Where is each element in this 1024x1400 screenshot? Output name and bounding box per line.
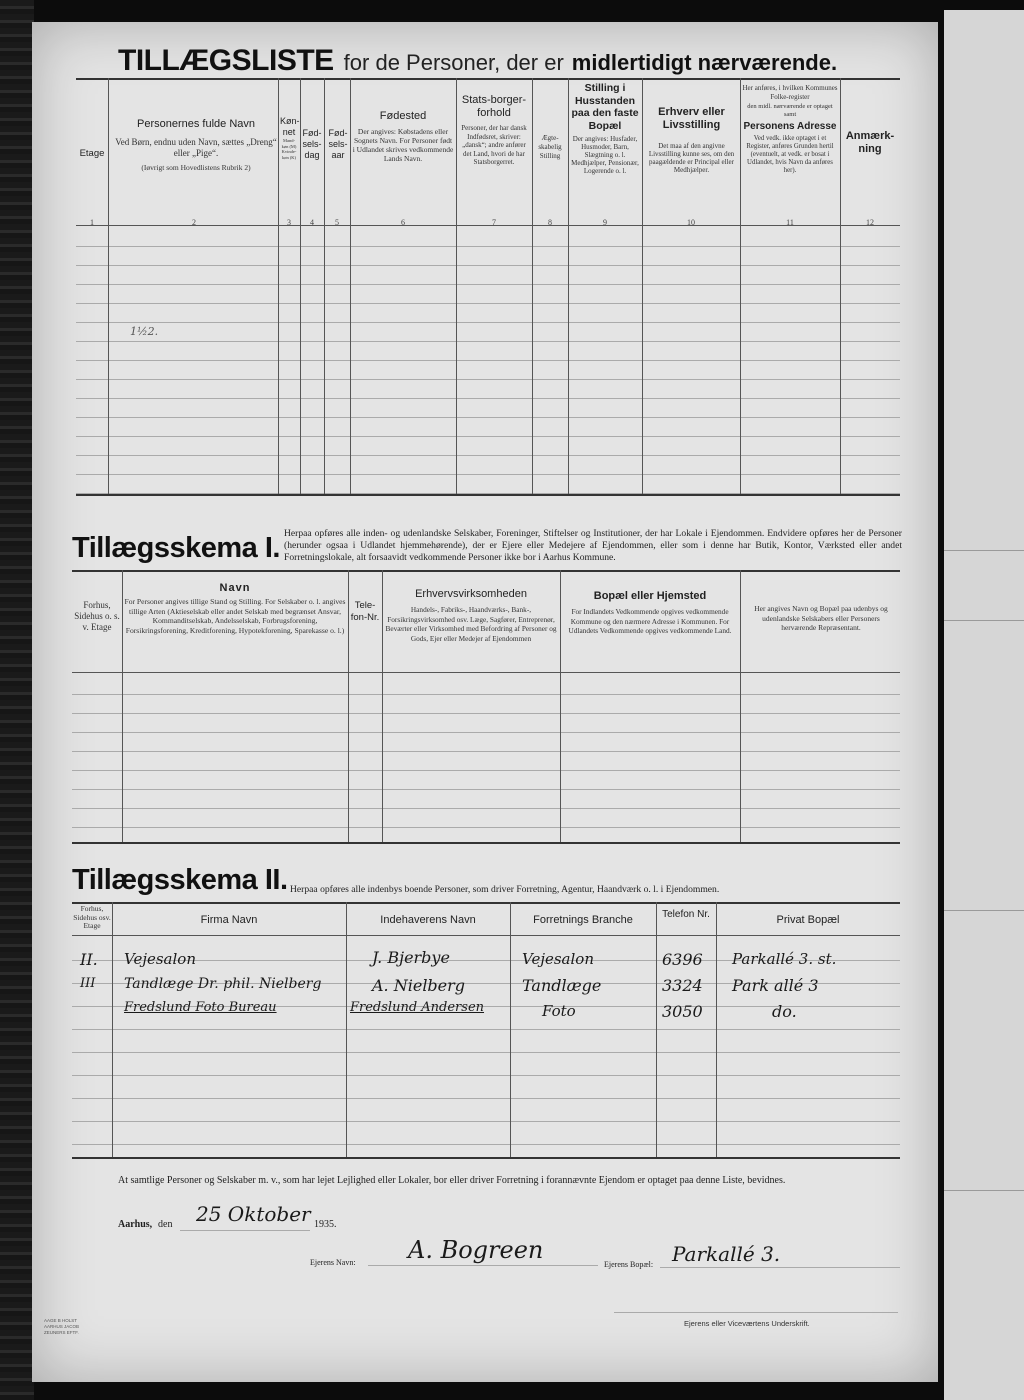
pencil-scribble: 1½2.	[130, 325, 159, 338]
s2-row2-bopael: Park allé 3	[732, 976, 819, 995]
declaration-text: At samtlige Personer og Selskaber m. v., som har lejet Lejlighed eller Lokaler, bor eller driver Forretning i forannævnte Ejendom er optaget paa denne Liste, bevidnes.	[118, 1175, 786, 1186]
table-row-line	[72, 694, 900, 695]
col-number-10: 10	[687, 218, 695, 227]
col-name-note: Ved Børn, endnu uden Navn, sættes „Dreng“ eller „Pige“.	[115, 137, 277, 158]
col-number-7: 7	[492, 218, 496, 227]
col-marital-header: Ægte-skabelig Stilling	[538, 134, 562, 160]
s2-col-indehaver: Indehaverens Navn	[380, 914, 476, 926]
s2-row2-etage: III	[80, 976, 96, 991]
table-row-line	[76, 322, 900, 323]
s2-row2-firma: Tandlæge Dr. phil. Nielberg	[124, 976, 322, 992]
col-number-1: 1	[90, 218, 94, 227]
form-title	[118, 44, 837, 78]
s2-row2-indehaver: A. Nielberg	[372, 976, 466, 995]
col-remark-header: Anmærk-ning	[845, 130, 895, 155]
s2-row3-bopael: do.	[772, 1002, 797, 1021]
col-birthplace-header	[352, 110, 454, 163]
s2-col-firma: Firma Navn	[200, 914, 258, 926]
table-row-line	[76, 436, 900, 437]
col-household-note: Der angives: Husfader, Husmoder, Barn, Slægtning o. l. Medhjælper, Pensionær, Logerende o. l.	[571, 135, 639, 175]
table-row-line	[72, 713, 900, 714]
s1-col-erhverv-title: Erhvervsvirksomheden	[415, 588, 527, 600]
col-birthday-header: Fød-sels-dag	[302, 128, 322, 160]
title-main: TILLÆGSLISTE	[118, 44, 334, 77]
table-row-line	[72, 789, 900, 790]
s2-row3-indehaver: Fredslund Andersen	[350, 1000, 485, 1015]
s2-row3-telefon: 3050	[662, 1002, 703, 1021]
owner-address-label: Ejerens Bopæl:	[604, 1260, 654, 1269]
table-row-line	[76, 265, 900, 266]
s1-col-navn-header	[124, 582, 346, 635]
table-row-line	[72, 1052, 900, 1053]
col-household-header	[569, 82, 641, 175]
s2-row1-bopael: Parkallé 3. st.	[732, 950, 837, 968]
adjacent-page	[944, 10, 1024, 1400]
year-label: 1935.	[314, 1219, 337, 1230]
table-row-line	[76, 417, 900, 418]
schema2-title: Tillægsskema II.	[72, 864, 288, 896]
s1-col-telefon: Tele-fon-Nr.	[350, 600, 380, 623]
col-birthplace-note: Der angives: Købstadens eller Sognets Navn. For Personer født i Udlandet skrives vedkommende Lands Navn.	[352, 127, 454, 163]
table-row-line	[72, 808, 900, 809]
title-sub2: midlertidigt nærværende.	[571, 50, 838, 75]
s2-row1-firma: Vejesalon	[124, 950, 196, 968]
s2-col-bopael: Privat Bopæl	[776, 914, 840, 926]
schema2-intro: Herpaa opføres alle indenbys boende Personer, som driver Forretning, Agentur, Haandværk o. l. i Ejendommen.	[290, 884, 720, 895]
s1-col-bopael-title: Bopæl eller Hjemsted	[593, 590, 707, 602]
column-divider	[642, 78, 643, 494]
binding-edge	[0, 0, 34, 1400]
table-row-line	[76, 398, 900, 399]
col-citizenship-title: Stats-borger-forhold	[461, 94, 527, 119]
s2-row3-branche: Foto	[542, 1002, 576, 1020]
table-row-line	[76, 246, 900, 247]
col-occupation-note: Det maa af den angivne Livsstilling kunne ses, om den paagældende er Principal eller Medhjælper.	[648, 142, 735, 174]
table-row-line	[72, 1029, 900, 1030]
col-number-3: 3	[287, 218, 291, 227]
s1-col-navn-note: For Personer angives tillige Stand og Stilling. For Selskaber o. l. angives tillige Arten (Aktieselskab eller andet Selskab med begrænset Ansvar, Kommanditselskab, Andelsselskab, Forbrugsforening, Forsikringsforening, Kreditforening, Hypotekforening, Sparekasse o. l.)	[124, 597, 346, 635]
schema1-title: Tillægsskema I.	[72, 532, 280, 564]
col-number-6: 6	[401, 218, 405, 227]
col-address-mid: den midl. nærværende er optaget samt	[747, 103, 833, 118]
s1-col-bopael-header	[562, 590, 738, 636]
col-gender-header	[280, 116, 298, 160]
place-label: Aarhus,	[118, 1219, 153, 1230]
s2-col-etage: Forhus, Sidehus osv. Etage	[73, 904, 111, 930]
col-name-title: Personernes fulde Navn	[136, 118, 255, 130]
table-row-line	[72, 827, 900, 828]
col-address-note: Ved vedk. ikke optaget i et Register, anføres Grunden hertil (eventuelt, at vedk. er bosat i Udlandet, hvis Navn da anføres her).	[746, 135, 834, 174]
owner-address-handwritten: Parkallé 3.	[672, 1242, 781, 1266]
s1-col-erhverv-header	[384, 588, 558, 643]
col-address-header	[741, 84, 839, 175]
s2-row2-telefon: 3324	[662, 976, 703, 995]
col-number-8: 8	[548, 218, 552, 227]
s2-row1-branche: Vejesalon	[522, 950, 594, 968]
col-name-header	[110, 118, 282, 172]
s2-col-branche: Forretnings Branche	[533, 914, 633, 926]
table-row-line	[72, 1121, 900, 1122]
col-number-12: 12	[866, 218, 874, 227]
col-number-9: 9	[603, 218, 607, 227]
col-citizenship-note: Personer, der har dansk Indfødsret, skriver: „dansk“; andre anfører det Land, hvori de har Statsborgerret.	[461, 124, 527, 166]
col-occupation-title: Erhverv eller Livsstilling	[658, 106, 725, 131]
col-etage-header: Etage	[79, 148, 105, 159]
table-row-line	[76, 303, 900, 304]
col-birthyear-header: Fød-sels-aar	[328, 128, 348, 160]
s1-col-representative: Her angives Navn og Bopæl paa udenbys og udenlandske Selskabers eller Personers herværende Repræsentant.	[754, 604, 888, 632]
table-row-line	[76, 474, 900, 475]
table-row-line	[72, 1098, 900, 1099]
den-label: den	[158, 1219, 173, 1230]
col-number-5: 5	[335, 218, 339, 227]
owner-name-label: Ejerens Navn:	[310, 1258, 356, 1267]
schema1-intro: Herpaa opføres alle inden- og udenlandske Selskaber, Foreninger, Stiftelser og Institutioner, der har Lokale i Ejendommen. Endvidere opføres her de Personer (herunder ogsaa i Udlandet hjemmehørende), der er Ejere eller Medejere af Ejendommen, eller som i denne har Butik, Kontor, Værksted eller andet Forretningslokale, alt forsaavidt vedkommende Personer ikke bor i Aarhus Kommune.	[284, 528, 902, 563]
date-handwritten: 25 Oktober	[196, 1202, 311, 1226]
table-row-line	[76, 455, 900, 456]
col-number-11: 11	[786, 218, 794, 227]
signature-label: Ejerens eller Viceværtens Underskrift.	[684, 1319, 810, 1328]
table-row-line	[76, 493, 900, 494]
table-row-line	[72, 732, 900, 733]
census-form-page	[32, 22, 938, 1382]
s1-col-etage: Forhus, Sidehus o. s. v. Etage	[74, 600, 120, 632]
col-gender-title: Køn-net	[280, 116, 300, 137]
col-occupation-header	[644, 106, 739, 174]
s1-col-erhverv-note: Handels-, Fabriks-, Haandværks-, Bank-, Forsikringsvirksomhed osv. Læge, Sagfører, Entreprenør, Beværter eller Virksomhed med Befordring af Personer og Gods, Ejer eller Medejer af Ejendommen	[385, 605, 557, 643]
table-row-line	[76, 360, 900, 361]
col-address-title: Personens Adresse	[743, 121, 837, 132]
col-address-pre: Her anføres, i hvilken Kommunes Folke-register	[742, 84, 838, 101]
column-divider	[532, 78, 533, 494]
s2-col-telefon: Telefon Nr.	[662, 909, 710, 920]
column-divider	[350, 78, 351, 494]
col-number-4: 4	[310, 218, 314, 227]
s1-col-bopael-note: For Indlandets Vedkommende opgives vedkommende Kommune og den nærmere Adresse i Kommunen. For Udlandets Vedkommende opgives vedkommende Land.	[568, 607, 732, 635]
table-row-line	[76, 284, 900, 285]
s2-row2-branche: Tandlæge	[522, 976, 602, 995]
table-row-line	[72, 1144, 900, 1145]
s2-row1-telefon: 6396	[662, 950, 703, 969]
s2-row1-indehaver: J. Bjerbye	[372, 948, 450, 967]
table-row-line	[72, 1075, 900, 1076]
col-gender-note: Mand-køn (M) Kvinde-køn (K)	[281, 138, 297, 160]
col-name-note2: (Iøvrigt som Hovedlistens Rubrik 2)	[141, 163, 251, 172]
column-divider	[324, 78, 325, 494]
table-row-line	[72, 751, 900, 752]
table-row-line	[72, 770, 900, 771]
col-birthplace-title: Fødested	[379, 110, 427, 122]
col-household-title: Stilling i Husstanden paa den faste Bopæl	[571, 82, 639, 132]
table-row-line	[76, 341, 900, 342]
s2-row3-firma: Fredslund Foto Bureau	[124, 1000, 277, 1015]
col-citizenship-header	[457, 94, 531, 167]
printer-imprint: AAGE B HOLST AARHUS JACOB ZEUNERS EFTF.	[44, 1318, 80, 1335]
s2-row1-etage: II.	[80, 950, 98, 969]
title-sub1: for de Personer, der er	[343, 50, 564, 75]
col-number-2: 2	[192, 218, 196, 227]
column-divider	[108, 78, 109, 494]
owner-name-signature: A. Bogreen	[408, 1236, 544, 1264]
table-row-line	[76, 379, 900, 380]
s1-col-navn-title: Navn	[219, 582, 251, 594]
